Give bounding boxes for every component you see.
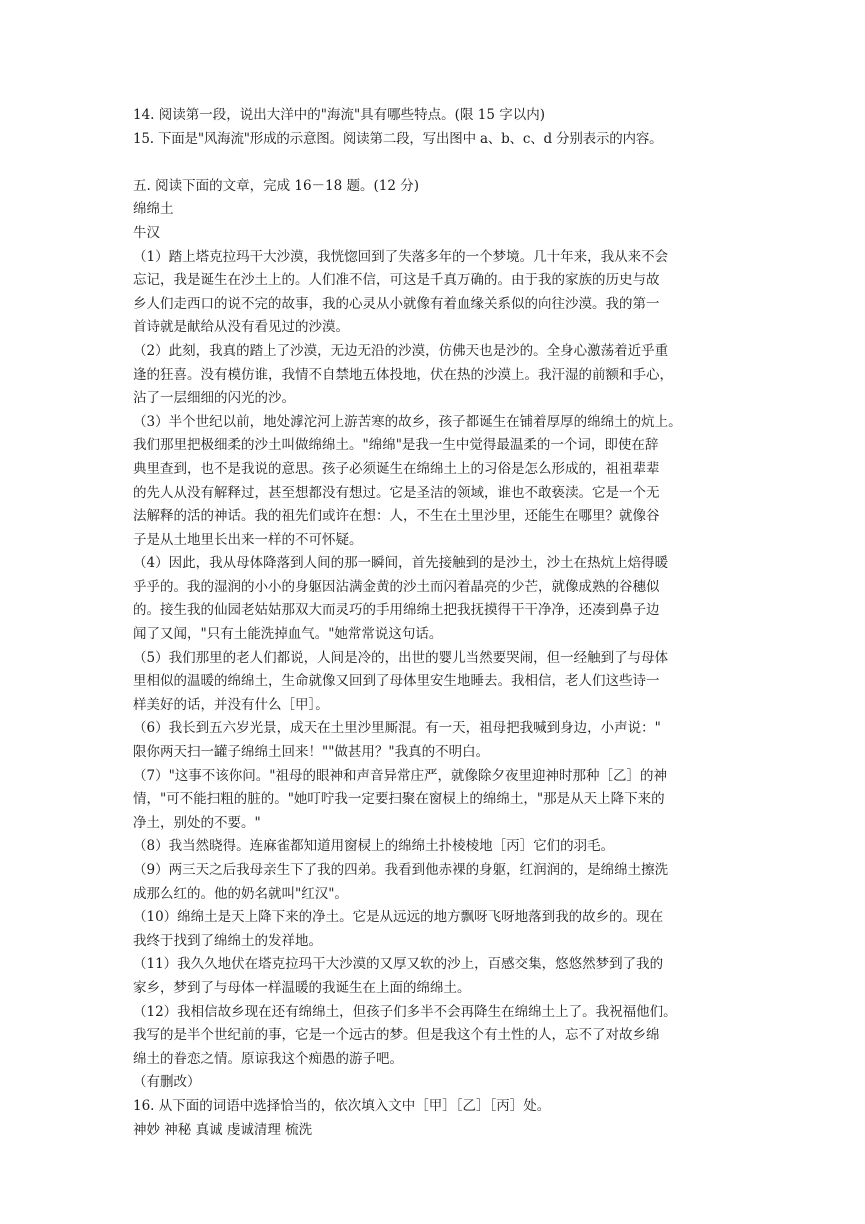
- body-line: 逢的狂喜。没有模仿谁，我情不自禁地五体投地，伏在热的沙漠上。我汗湿的前额和手心，: [133, 366, 673, 383]
- body-line: 里相似的温暖的绵绵土，生命就像又回到了母体里安生地睡去。我相信，老人们这些诗一: [133, 673, 660, 690]
- body-line: （8）我当然晓得。连麻雀都知道用窗棂上的绵绵土扑棱棱地［丙］它们的羽毛。: [133, 838, 615, 855]
- body-line: （2）此刻，我真的踏上了沙漠，无边无沿的沙漠，仿佛天也是沙的。全身心激荡着近乎重: [133, 342, 669, 359]
- body-line: （10）绵绵土是天上降下来的净土。它是从远远的地方飘呀飞呀地落到我的故乡的。现在: [133, 909, 664, 926]
- edit-note: （有删改）: [133, 1074, 201, 1091]
- body-line: 家乡，梦到了与母体一样温暖的我诞生在上面的绵绵土。: [133, 979, 471, 996]
- body-line: 乡人们走西口的说不完的故事，我的心灵从小就像有着血缘关系似的向往沙漠。我的第一: [133, 295, 660, 312]
- body-line: 的先人从没有解释过，甚至想都没有想过。它是圣洁的领域，谁也不敢亵渎。它是一个无: [133, 484, 660, 501]
- body-line: （7）"这事不该你问。"祖母的眼神和声音异常庄严，就像除夕夜里迎神时那种［乙］的神: [133, 767, 668, 784]
- body-line: 典里查到，也不是我说的意思。孩子必须诞生在绵绵土上的习俗是怎么形成的，祖祖辈辈: [133, 460, 660, 477]
- body-line: 闻了又闻，"只有土能洗掉血气。"她常常说这句话。: [133, 626, 443, 643]
- section-heading: 五. 阅读下面的文章，完成 16－18 题。(12 分): [133, 177, 420, 194]
- article-author: 牛汉: [133, 224, 160, 241]
- body-line: 我终于找到了绵绵土的发祥地。: [133, 932, 322, 949]
- body-line: 样美好的话，并没有什么［甲］。: [133, 696, 329, 713]
- body-line: （6）我长到五六岁光景，成天在土里沙里厮混。有一天，祖母把我喊到身边，小声说：": [133, 720, 661, 737]
- body-line: 子是从土地里长出来一样的不可怀疑。: [133, 531, 363, 548]
- body-line: （12）我相信故乡现在还有绵绵土，但孩子们多半不会再降生在绵绵土上了。我祝福他们。: [133, 1003, 677, 1020]
- body-line: 乎乎的。我的湿润的小小的身躯因沾满金黄的沙土而闪着晶亮的少芒，就像成熟的谷穗似: [133, 578, 660, 595]
- body-line: 法解释的活的神话。我的祖先们或许在想：人，不生在土里沙里，还能生在哪里？就像谷: [133, 508, 660, 525]
- article-title: 绵绵土: [133, 201, 174, 218]
- question-14: 14. 阅读第一段，说出大洋中的"海流"具有哪些特点。(限 15 字以内): [133, 107, 545, 123]
- blank-spacer: [133, 151, 738, 175]
- article-body: [133, 246, 738, 1072]
- body-line: （11）我久久地伏在塔克拉玛干大沙漠的又厚又软的沙上，百感交集，悠悠然梦到了我的: [133, 956, 664, 973]
- body-line: 我们那里把极细柔的沙土叫做绵绵土。"绵绵"是我一生中觉得最温柔的一个词，即使在辞: [133, 437, 659, 454]
- body-line: 成那么红的。他的奶名就叫"红汉"。: [133, 885, 348, 902]
- body-line: 首诗就是献给从没有看见过的沙漠。: [133, 319, 349, 336]
- body-line: 情，"可不能扫粗的脏的。"她叮咛我一定要扫聚在窗棂上的绵绵土，"那是从天上降下来的: [133, 791, 665, 808]
- body-line: 绵土的眷恋之情。原谅我这个痴愚的游子吧。: [133, 1050, 403, 1067]
- body-line: 忘记，我是诞生在沙土上的。人们准不信，可这是千真万确的。由于我的家族的历史与故: [133, 272, 660, 289]
- question-15: 15. 下面是"风海流"形成的示意图。阅读第二段，写出图中 a、b、c、d 分别表示的内容。: [133, 130, 663, 147]
- body-line: 我写的是半个世纪前的事，它是一个远古的梦。但是我这个有土性的人，忘不了对故乡绵: [133, 1027, 660, 1044]
- body-line: （5）我们那里的老人们都说，人间是冷的，出世的婴儿当然要哭闹，但一经触到了与母体: [133, 649, 669, 666]
- body-line: （1）踏上塔克拉玛干大沙漠，我恍惚回到了失落多年的一个梦境。几十年来，我从来不会: [133, 248, 669, 265]
- body-line: 净土，别处的不要。": [133, 814, 261, 831]
- body-line: （9）两三天之后我母亲生下了我的四弟。我看到他赤裸的身躯，红润润的，是绵绵土擦洗: [133, 862, 669, 878]
- question-16: 16. 从下面的词语中选择恰当的，依次填入文中［甲］［乙］［丙］处。: [133, 1097, 551, 1114]
- body-line: （3）半个世纪以前，地处滹沱河上游苦寒的故乡，孩子都诞生在铺着厚厚的绵绵土的炕上。: [133, 413, 682, 430]
- document-content: [133, 104, 738, 1142]
- word-options: 神妙 神秘 真诚 虔诚清理 梳洗: [133, 1121, 313, 1138]
- body-line: 沾了一层细细的闪光的沙。: [133, 390, 295, 407]
- body-line: （4）因此，我从母体降落到人间的那一瞬间，首先接触到的是沙土，沙土在热炕上焙得暖: [133, 555, 669, 572]
- body-line: 的。接生我的仙园老姑姑那双大而灵巧的手用绵绵土把我抚摸得干干净净，还凑到鼻子边: [133, 602, 660, 619]
- body-line: 限你两天扫一罐子绵绵土回来！""做甚用？"我真的不明白。: [133, 744, 490, 761]
